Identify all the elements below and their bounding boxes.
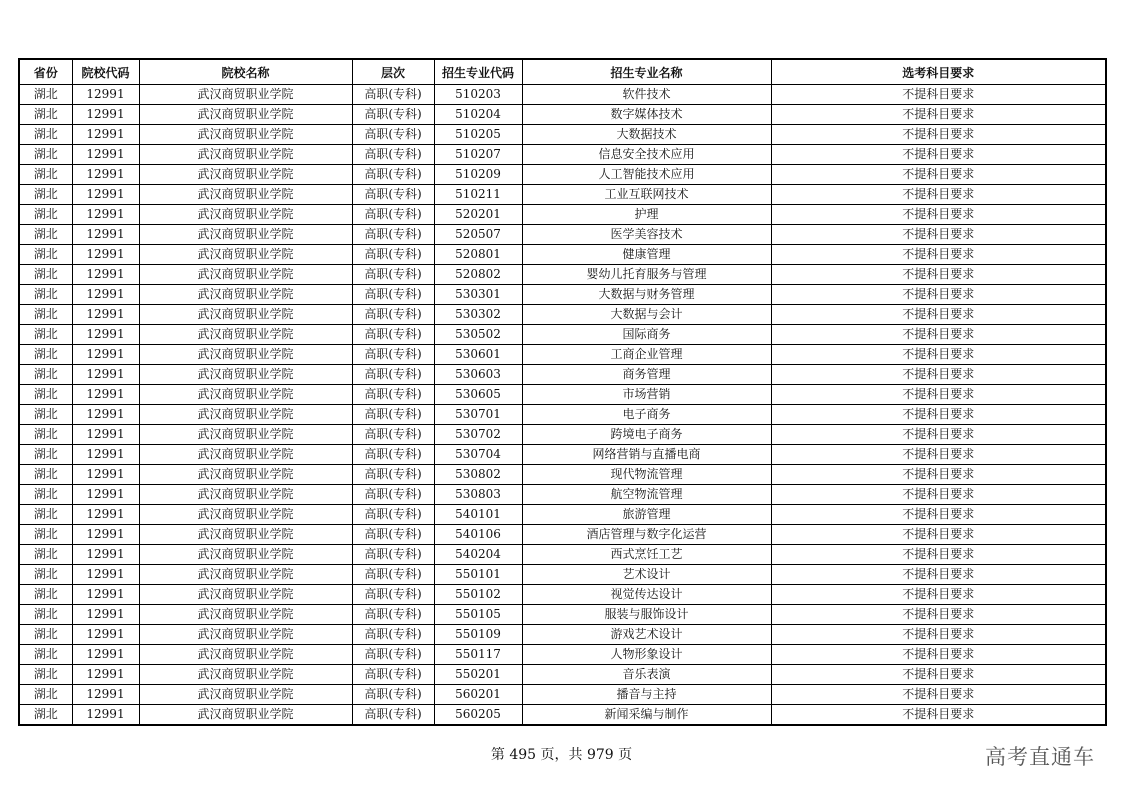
cell-school-code: 12991	[72, 405, 139, 425]
header-school-name: 院校名称	[139, 59, 352, 85]
cell-province: 湖北	[19, 505, 72, 525]
cell-school-name: 武汉商贸职业学院	[139, 165, 352, 185]
cell-subject-requirement: 不提科目要求	[771, 225, 1106, 245]
cell-major-code: 510209	[434, 165, 522, 185]
cell-major-name: 工商企业管理	[522, 345, 771, 365]
cell-school-code: 12991	[72, 565, 139, 585]
page-number: 第 495 页，共 979 页	[490, 747, 633, 763]
cell-major-code: 530802	[434, 465, 522, 485]
header-major-name: 招生专业名称	[522, 59, 771, 85]
table-row	[19, 205, 1106, 225]
cell-level: 高职(专科)	[352, 645, 434, 665]
cell-school-name: 武汉商贸职业学院	[139, 105, 352, 125]
cell-school-name: 武汉商贸职业学院	[139, 445, 352, 465]
cell-level: 高职(专科)	[352, 505, 434, 525]
cell-major-name: 护理	[522, 205, 771, 225]
cell-level: 高职(专科)	[352, 585, 434, 605]
cell-major-name: 游戏艺术设计	[522, 625, 771, 645]
cell-school-code: 12991	[72, 605, 139, 625]
cell-province: 湖北	[19, 525, 72, 545]
cell-level: 高职(专科)	[352, 465, 434, 485]
table-row	[19, 505, 1106, 525]
document-sheet	[18, 58, 1105, 726]
table-row	[19, 145, 1106, 165]
table-row	[19, 545, 1106, 565]
cell-major-code: 540101	[434, 505, 522, 525]
table-row	[19, 385, 1106, 405]
cell-major-code: 530302	[434, 305, 522, 325]
cell-subject-requirement: 不提科目要求	[771, 145, 1106, 165]
header-major-code: 招生专业代码	[434, 59, 522, 85]
cell-school-code: 12991	[72, 145, 139, 165]
cell-subject-requirement: 不提科目要求	[771, 525, 1106, 545]
cell-province: 湖北	[19, 585, 72, 605]
cell-level: 高职(专科)	[352, 545, 434, 565]
cell-province: 湖北	[19, 245, 72, 265]
cell-school-name: 武汉商贸职业学院	[139, 225, 352, 245]
cell-province: 湖北	[19, 385, 72, 405]
cell-school-name: 武汉商贸职业学院	[139, 705, 352, 726]
table-row	[19, 325, 1106, 345]
cell-subject-requirement: 不提科目要求	[771, 445, 1106, 465]
cell-school-name: 武汉商贸职业学院	[139, 185, 352, 205]
cell-major-name: 大数据与会计	[522, 305, 771, 325]
cell-level: 高职(专科)	[352, 565, 434, 585]
cell-school-name: 武汉商贸职业学院	[139, 485, 352, 505]
cell-school-code: 12991	[72, 85, 139, 105]
cell-province: 湖北	[19, 545, 72, 565]
table-row	[19, 665, 1106, 685]
cell-level: 高职(专科)	[352, 205, 434, 225]
cell-subject-requirement: 不提科目要求	[771, 105, 1106, 125]
cell-major-code: 550201	[434, 665, 522, 685]
cell-school-name: 武汉商贸职业学院	[139, 505, 352, 525]
cell-province: 湖北	[19, 85, 72, 105]
table-row	[19, 245, 1106, 265]
cell-major-code: 520802	[434, 265, 522, 285]
cell-level: 高职(专科)	[352, 525, 434, 545]
cell-level: 高职(专科)	[352, 245, 434, 265]
cell-major-name: 婴幼儿托育服务与管理	[522, 265, 771, 285]
cell-subject-requirement: 不提科目要求	[771, 605, 1106, 625]
cell-major-name: 视觉传达设计	[522, 585, 771, 605]
cell-province: 湖北	[19, 105, 72, 125]
cell-province: 湖北	[19, 285, 72, 305]
table-row	[19, 405, 1106, 425]
cell-subject-requirement: 不提科目要求	[771, 685, 1106, 705]
cell-major-name: 音乐表演	[522, 665, 771, 685]
cell-major-name: 健康管理	[522, 245, 771, 265]
cell-major-code: 560205	[434, 705, 522, 726]
cell-level: 高职(专科)	[352, 705, 434, 726]
cell-major-code: 530605	[434, 385, 522, 405]
cell-major-name: 跨境电子商务	[522, 425, 771, 445]
cell-school-name: 武汉商贸职业学院	[139, 545, 352, 565]
cell-subject-requirement: 不提科目要求	[771, 425, 1106, 445]
table-body	[19, 85, 1106, 726]
cell-major-name: 医学美容技术	[522, 225, 771, 245]
cell-school-code: 12991	[72, 685, 139, 705]
cell-major-name: 旅游管理	[522, 505, 771, 525]
cell-subject-requirement: 不提科目要求	[771, 585, 1106, 605]
cell-school-code: 12991	[72, 205, 139, 225]
cell-major-name: 酒店管理与数字化运营	[522, 525, 771, 545]
cell-school-code: 12991	[72, 305, 139, 325]
cell-major-code: 530702	[434, 425, 522, 445]
cell-province: 湖北	[19, 325, 72, 345]
cell-level: 高职(专科)	[352, 125, 434, 145]
header-level: 层次	[352, 59, 434, 85]
cell-subject-requirement: 不提科目要求	[771, 285, 1106, 305]
cell-subject-requirement: 不提科目要求	[771, 365, 1106, 385]
cell-school-code: 12991	[72, 645, 139, 665]
cell-subject-requirement: 不提科目要求	[771, 265, 1106, 285]
cell-major-code: 550102	[434, 585, 522, 605]
cell-major-code: 530502	[434, 325, 522, 345]
cell-school-name: 武汉商贸职业学院	[139, 305, 352, 325]
cell-school-code: 12991	[72, 445, 139, 465]
cell-school-code: 12991	[72, 345, 139, 365]
table-row	[19, 605, 1106, 625]
cell-subject-requirement: 不提科目要求	[771, 345, 1106, 365]
cell-province: 湖北	[19, 565, 72, 585]
cell-major-name: 新闻采编与制作	[522, 705, 771, 726]
cell-major-name: 大数据与财务管理	[522, 285, 771, 305]
cell-major-code: 540106	[434, 525, 522, 545]
cell-school-name: 武汉商贸职业学院	[139, 345, 352, 365]
cell-major-code: 530301	[434, 285, 522, 305]
cell-subject-requirement: 不提科目要求	[771, 505, 1106, 525]
header-school-code: 院校代码	[72, 59, 139, 85]
cell-school-name: 武汉商贸职业学院	[139, 685, 352, 705]
cell-major-code: 550117	[434, 645, 522, 665]
cell-level: 高职(专科)	[352, 445, 434, 465]
cell-school-name: 武汉商贸职业学院	[139, 285, 352, 305]
cell-province: 湖北	[19, 265, 72, 285]
cell-major-name: 大数据技术	[522, 125, 771, 145]
cell-school-name: 武汉商贸职业学院	[139, 405, 352, 425]
cell-major-code: 540204	[434, 545, 522, 565]
cell-school-code: 12991	[72, 525, 139, 545]
cell-major-code: 530701	[434, 405, 522, 425]
cell-major-code: 550101	[434, 565, 522, 585]
cell-province: 湖北	[19, 445, 72, 465]
cell-subject-requirement: 不提科目要求	[771, 85, 1106, 105]
table-row	[19, 265, 1106, 285]
cell-level: 高职(专科)	[352, 165, 434, 185]
cell-major-name: 服装与服饰设计	[522, 605, 771, 625]
cell-school-name: 武汉商贸职业学院	[139, 125, 352, 145]
cell-school-name: 武汉商贸职业学院	[139, 465, 352, 485]
table-row	[19, 445, 1106, 465]
cell-school-code: 12991	[72, 125, 139, 145]
cell-school-name: 武汉商贸职业学院	[139, 645, 352, 665]
cell-school-code: 12991	[72, 625, 139, 645]
cell-school-name: 武汉商贸职业学院	[139, 565, 352, 585]
cell-province: 湖北	[19, 165, 72, 185]
cell-major-name: 现代物流管理	[522, 465, 771, 485]
table-row	[19, 685, 1106, 705]
cell-province: 湖北	[19, 145, 72, 165]
cell-level: 高职(专科)	[352, 665, 434, 685]
cell-school-name: 武汉商贸职业学院	[139, 425, 352, 445]
cell-province: 湖北	[19, 665, 72, 685]
cell-major-code: 520507	[434, 225, 522, 245]
table-row	[19, 485, 1106, 505]
cell-major-name: 工业互联网技术	[522, 185, 771, 205]
cell-province: 湖北	[19, 705, 72, 726]
cell-province: 湖北	[19, 645, 72, 665]
table-row	[19, 365, 1106, 385]
cell-subject-requirement: 不提科目要求	[771, 565, 1106, 585]
cell-province: 湖北	[19, 205, 72, 225]
cell-major-name: 市场营销	[522, 385, 771, 405]
table-header-row	[19, 59, 1106, 85]
cell-province: 湖北	[19, 345, 72, 365]
cell-subject-requirement: 不提科目要求	[771, 665, 1106, 685]
cell-major-name: 软件技术	[522, 85, 771, 105]
cell-subject-requirement: 不提科目要求	[771, 465, 1106, 485]
cell-subject-requirement: 不提科目要求	[771, 705, 1106, 726]
table-row	[19, 225, 1106, 245]
cell-school-code: 12991	[72, 325, 139, 345]
cell-level: 高职(专科)	[352, 485, 434, 505]
cell-province: 湖北	[19, 425, 72, 445]
cell-school-code: 12991	[72, 385, 139, 405]
cell-major-code: 550105	[434, 605, 522, 625]
table-row	[19, 305, 1106, 325]
cell-school-code: 12991	[72, 505, 139, 525]
table-row	[19, 465, 1106, 485]
cell-province: 湖北	[19, 465, 72, 485]
cell-major-code: 510205	[434, 125, 522, 145]
cell-school-name: 武汉商贸职业学院	[139, 365, 352, 385]
cell-subject-requirement: 不提科目要求	[771, 305, 1106, 325]
cell-school-name: 武汉商贸职业学院	[139, 265, 352, 285]
cell-major-code: 510203	[434, 85, 522, 105]
table-row	[19, 125, 1106, 145]
cell-school-code: 12991	[72, 485, 139, 505]
cell-school-code: 12991	[72, 665, 139, 685]
cell-province: 湖北	[19, 185, 72, 205]
cell-major-code: 530704	[434, 445, 522, 465]
cell-major-name: 商务管理	[522, 365, 771, 385]
cell-school-name: 武汉商贸职业学院	[139, 205, 352, 225]
cell-major-code: 530803	[434, 485, 522, 505]
watermark-logo: 高考直通车	[985, 745, 1095, 769]
cell-subject-requirement: 不提科目要求	[771, 205, 1106, 225]
cell-subject-requirement: 不提科目要求	[771, 625, 1106, 645]
table-row	[19, 565, 1106, 585]
cell-province: 湖北	[19, 685, 72, 705]
cell-subject-requirement: 不提科目要求	[771, 645, 1106, 665]
table-row	[19, 425, 1106, 445]
cell-major-code: 510204	[434, 105, 522, 125]
cell-major-code: 520801	[434, 245, 522, 265]
cell-province: 湖北	[19, 125, 72, 145]
cell-level: 高职(专科)	[352, 425, 434, 445]
cell-level: 高职(专科)	[352, 385, 434, 405]
cell-school-code: 12991	[72, 585, 139, 605]
cell-major-name: 人物形象设计	[522, 645, 771, 665]
header-subject-requirement: 选考科目要求	[771, 59, 1106, 85]
cell-major-name: 网络营销与直播电商	[522, 445, 771, 465]
cell-province: 湖北	[19, 625, 72, 645]
cell-school-name: 武汉商贸职业学院	[139, 385, 352, 405]
cell-level: 高职(专科)	[352, 85, 434, 105]
cell-major-code: 510211	[434, 185, 522, 205]
cell-major-name: 西式烹饪工艺	[522, 545, 771, 565]
cell-major-name: 播音与主持	[522, 685, 771, 705]
cell-subject-requirement: 不提科目要求	[771, 485, 1106, 505]
cell-school-code: 12991	[72, 425, 139, 445]
table-row	[19, 705, 1106, 726]
table-row	[19, 165, 1106, 185]
table-row	[19, 285, 1106, 305]
cell-level: 高职(专科)	[352, 225, 434, 245]
table-row	[19, 345, 1106, 365]
cell-level: 高职(专科)	[352, 325, 434, 345]
cell-major-code: 550109	[434, 625, 522, 645]
cell-major-code: 530603	[434, 365, 522, 385]
cell-subject-requirement: 不提科目要求	[771, 165, 1106, 185]
cell-major-code: 520201	[434, 205, 522, 225]
cell-province: 湖北	[19, 605, 72, 625]
table-row	[19, 525, 1106, 545]
cell-level: 高职(专科)	[352, 305, 434, 325]
cell-major-code: 510207	[434, 145, 522, 165]
cell-province: 湖北	[19, 225, 72, 245]
cell-school-name: 武汉商贸职业学院	[139, 605, 352, 625]
cell-school-code: 12991	[72, 245, 139, 265]
table-row	[19, 645, 1106, 665]
cell-school-name: 武汉商贸职业学院	[139, 85, 352, 105]
cell-school-name: 武汉商贸职业学院	[139, 525, 352, 545]
cell-school-code: 12991	[72, 465, 139, 485]
cell-major-name: 电子商务	[522, 405, 771, 425]
header-province: 省份	[19, 59, 72, 85]
admission-table	[18, 58, 1107, 726]
cell-level: 高职(专科)	[352, 265, 434, 285]
cell-school-code: 12991	[72, 165, 139, 185]
cell-school-code: 12991	[72, 545, 139, 565]
cell-school-code: 12991	[72, 285, 139, 305]
cell-subject-requirement: 不提科目要求	[771, 125, 1106, 145]
cell-major-code: 530601	[434, 345, 522, 365]
cell-level: 高职(专科)	[352, 365, 434, 385]
cell-subject-requirement: 不提科目要求	[771, 405, 1106, 425]
cell-level: 高职(专科)	[352, 405, 434, 425]
cell-school-name: 武汉商贸职业学院	[139, 325, 352, 345]
cell-major-name: 艺术设计	[522, 565, 771, 585]
cell-school-code: 12991	[72, 365, 139, 385]
cell-subject-requirement: 不提科目要求	[771, 545, 1106, 565]
cell-level: 高职(专科)	[352, 625, 434, 645]
cell-subject-requirement: 不提科目要求	[771, 385, 1106, 405]
table-row	[19, 625, 1106, 645]
cell-school-name: 武汉商贸职业学院	[139, 585, 352, 605]
cell-school-name: 武汉商贸职业学院	[139, 625, 352, 645]
cell-province: 湖北	[19, 485, 72, 505]
cell-province: 湖北	[19, 365, 72, 385]
cell-school-code: 12991	[72, 185, 139, 205]
cell-school-code: 12991	[72, 105, 139, 125]
cell-school-code: 12991	[72, 225, 139, 245]
cell-major-name: 国际商务	[522, 325, 771, 345]
cell-major-name: 信息安全技术应用	[522, 145, 771, 165]
table-row	[19, 105, 1106, 125]
cell-school-code: 12991	[72, 265, 139, 285]
cell-subject-requirement: 不提科目要求	[771, 245, 1106, 265]
cell-subject-requirement: 不提科目要求	[771, 185, 1106, 205]
cell-level: 高职(专科)	[352, 145, 434, 165]
cell-school-name: 武汉商贸职业学院	[139, 665, 352, 685]
cell-level: 高职(专科)	[352, 285, 434, 305]
cell-school-code: 12991	[72, 705, 139, 726]
cell-school-name: 武汉商贸职业学院	[139, 145, 352, 165]
table-row	[19, 185, 1106, 205]
cell-school-name: 武汉商贸职业学院	[139, 245, 352, 265]
cell-province: 湖北	[19, 305, 72, 325]
cell-level: 高职(专科)	[352, 685, 434, 705]
table-row	[19, 85, 1106, 105]
cell-level: 高职(专科)	[352, 345, 434, 365]
cell-subject-requirement: 不提科目要求	[771, 325, 1106, 345]
cell-major-code: 560201	[434, 685, 522, 705]
cell-level: 高职(专科)	[352, 105, 434, 125]
cell-major-name: 人工智能技术应用	[522, 165, 771, 185]
table-row	[19, 585, 1106, 605]
cell-level: 高职(专科)	[352, 185, 434, 205]
cell-major-name: 数字媒体技术	[522, 105, 771, 125]
cell-province: 湖北	[19, 405, 72, 425]
cell-level: 高职(专科)	[352, 605, 434, 625]
cell-major-name: 航空物流管理	[522, 485, 771, 505]
